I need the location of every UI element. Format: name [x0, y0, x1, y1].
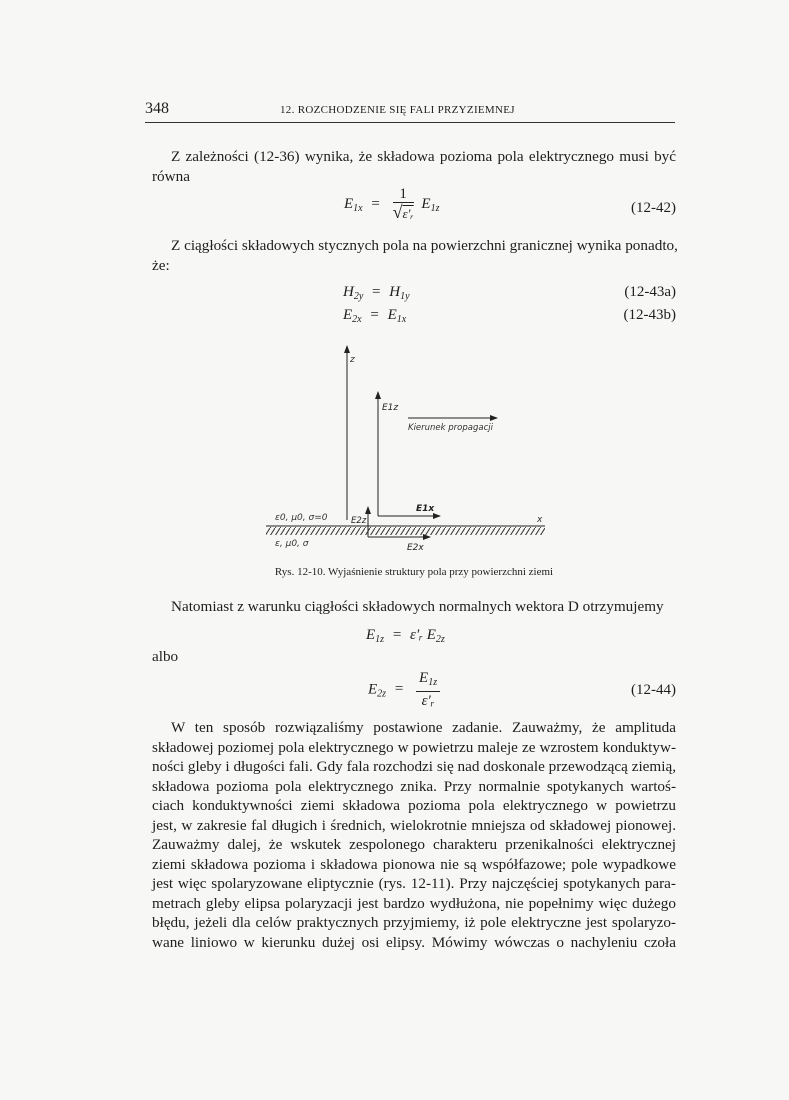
fraction: [416, 670, 440, 710]
eq-subscript: 2z: [377, 688, 387, 700]
eq-symbol: E: [421, 195, 431, 212]
eq-subscript: 2z: [435, 634, 445, 645]
text-line: W ten sposób rozwiązaliśmy postawione zadanie. Zauważmy, że amplituda: [171, 719, 676, 736]
equation-unnumbered: [366, 627, 445, 645]
eq-subscript: 1x: [353, 202, 363, 214]
eq-equals: =: [372, 284, 381, 300]
eq-equals: =: [394, 681, 404, 698]
e2x-label: E2x: [407, 543, 424, 553]
eq-symbol: E: [366, 627, 376, 643]
eq-symbol: E: [419, 670, 429, 686]
text-line: metrach gleby elipsa polaryzacji jest bardzo wydłużona, nie popełnimy więc dużego: [152, 894, 676, 912]
text-line: albo: [152, 648, 179, 665]
page-number: 348: [145, 100, 169, 117]
eq-symbol: H: [389, 284, 401, 300]
eq-equals: =: [371, 195, 380, 212]
upper-medium-label: ε0, μ0, σ=0: [275, 513, 328, 523]
text-line: Z zależności (12-36) wynika, że składowa pozioma pola elektrycznego musi być: [171, 148, 676, 165]
equation-number: (12-42): [631, 200, 676, 216]
sqrt-icon: √: [392, 202, 403, 222]
text-line: że:: [152, 256, 170, 274]
text-line: Z ciągłości składowych stycznych pola na powierzchni granicznej wynika ponadto,: [171, 237, 678, 254]
eq-subscript: 1y: [400, 291, 410, 302]
text-line: jest więc spolaryzowane eliptycznie (rys. 12-11). Przy najczęściej spotykanych para-: [152, 875, 676, 892]
x-axis-label: x: [537, 515, 543, 525]
text-line: składowej poziomej pola elektrycznego w powietrzu maleje ze wzrostem konduktyw-: [152, 738, 676, 756]
fraction-numerator: 1: [393, 186, 414, 203]
text-line: ciach konduktywności ziemi składowa pozioma pola elektrycznego w powietrzu: [152, 797, 676, 814]
equation-number: (12-43b): [623, 307, 676, 323]
e2z-label: E2z: [351, 516, 367, 526]
eq-den-text: ε′ᵣ: [402, 206, 414, 221]
equation-12-44: [368, 670, 444, 710]
text-line: Natomiast z warunku ciągłości składowych normalnych wektora D otrzymujemy: [171, 598, 664, 615]
eq-symbol: E: [387, 307, 397, 323]
text-line: błędu, jeżeli dla celów praktycznych przyjmiemy, iż pole elektryczne jest spolaryzo-: [152, 914, 676, 931]
text-line: ności gleby i długości fali. Gdy fala rozchodzi się nad doskonale przewodzącą ziemią,: [152, 758, 676, 775]
e1z-label: E1z: [382, 403, 399, 413]
text-line: jest, w zakresie fal długich i średnich, wielokrotnie mniejsza od składowej pionowej.: [152, 816, 676, 834]
text-line: ziemi składowa pozioma i składowa pionowa nie są współfazowe; pole wypadkowe: [152, 855, 676, 873]
figure-caption: Rys. 12-10. Wyjaśnienie struktury pola przy powierzchni ziemi: [274, 566, 554, 578]
eq-symbol: E: [344, 195, 354, 212]
eq-symbol: E: [343, 307, 353, 323]
fraction-denominator: ε′ᵣ: [421, 693, 435, 709]
text-line: Zauważmy dalej, że wskutek zespolonego charakteru przenikalności elektrycznej: [152, 836, 676, 853]
eq-subscript: 1z: [430, 202, 440, 214]
eq-symbol: E: [368, 681, 378, 698]
text-line: składowa pozioma pola elektrycznego znika. Przy normalnie spotykanych wartoś-: [152, 777, 676, 795]
eq-equals: =: [392, 627, 402, 643]
eq-subscript: 2x: [352, 314, 362, 325]
eq-symbol: E: [426, 627, 436, 643]
equation-number: (12-44): [631, 682, 676, 698]
running-head: 12. ROZCHODZENIE SIĘ FALI PRZYZIEMNEJ: [280, 104, 515, 116]
eq-subscript: 1x: [396, 314, 407, 325]
text-line: równa: [152, 167, 190, 185]
paragraph-5: [152, 718, 676, 952]
fraction-numerator: [416, 670, 440, 692]
lower-medium-label: ε, μ0, σ: [275, 539, 309, 549]
eq-symbol: H: [343, 284, 354, 300]
z-axis-label: z: [350, 355, 355, 365]
ground-hatching: [266, 527, 545, 535]
paragraph-3: [152, 597, 676, 617]
eq-symbol: ε′ᵣ: [410, 627, 423, 643]
paragraph-4: [152, 647, 676, 667]
e1x-label: E1x: [416, 504, 435, 514]
equation-number: (12-43a): [624, 284, 676, 300]
text-line: wane liniowo w kierunku dużej osi elipsy. Mówimy wówczas o nachyleniu czoła: [152, 933, 676, 951]
eq-subscript: 1z: [375, 634, 385, 645]
eq-equals: =: [370, 307, 379, 323]
propagation-label: Kierunek propagacji: [408, 423, 493, 433]
eq-subscript: 2y: [353, 291, 364, 302]
eq-subscript: 1z: [428, 677, 438, 688]
